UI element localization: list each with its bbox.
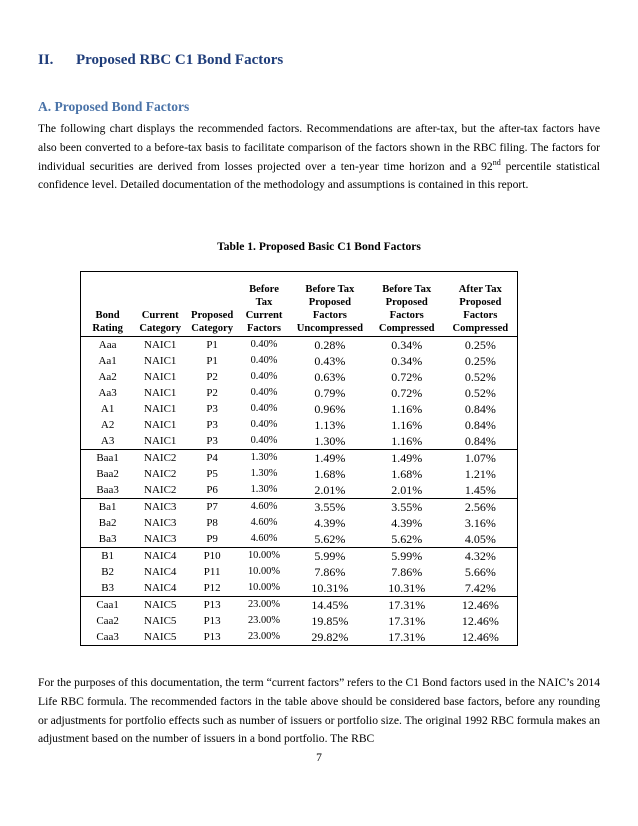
cell-bond-rating: B1 [81,548,135,565]
cell-bond-rating: Baa3 [96,484,119,496]
cell-before-tax-compressed: 3.55% [370,499,444,516]
cell-before-tax-uncompressed: 3.55% [290,499,370,516]
cell-before-tax-current: 23.00% [247,631,281,642]
cell-after-tax-compressed: 4.32% [444,548,518,565]
cell-before-tax-uncompressed: 5.62% [314,532,346,546]
cell-bond-rating: Aa1 [98,355,117,367]
cell-after-tax-compressed: 7.42% [464,581,496,595]
cell-before-tax-compressed: 1.16% [391,434,423,448]
cell-before-tax-compressed: 1.16% [391,402,423,416]
cell-before-tax-compressed: 7.86% [391,565,423,579]
subsection-heading: A. Proposed Bond Factors [38,99,190,114]
table-row [81,353,518,369]
cell-before-tax-current: 4.60% [238,499,290,516]
section-title: Proposed RBC C1 Bond Factors [76,52,284,68]
cell-proposed-category: P9 [206,533,218,545]
cell-before-tax-compressed: 1.68% [391,467,423,481]
table-row [81,613,518,629]
table-row [81,597,518,614]
header-line: Proposed [191,310,234,321]
cell-after-tax-compressed: 0.84% [464,434,496,448]
table-row [81,548,518,565]
table-row [81,499,518,516]
cell-current-category: NAIC1 [144,339,177,351]
cell-bond-rating: A2 [100,419,115,431]
cell-before-tax-current: 0.40% [250,339,278,350]
header-line: Factors [389,310,424,321]
cell-proposed-category: P7 [186,499,238,516]
cell-before-tax-compressed: 0.72% [391,386,423,400]
cell-proposed-category: P4 [186,450,238,467]
table-header-row [81,272,518,337]
header-line: Bond [95,310,120,321]
cell-current-category: NAIC1 [144,355,177,367]
table-row [81,580,518,597]
header-before-tax-uncompressed [290,272,370,337]
header-line: Current [245,310,283,321]
header-line: Compressed [452,323,509,334]
cell-proposed-category: P2 [206,371,218,383]
header-line: After Tax [458,284,502,295]
cell-before-tax-current: 4.60% [250,517,278,528]
cell-before-tax-current: 0.40% [250,435,278,446]
header-line: Uncompressed [296,323,364,334]
cell-current-category: NAIC4 [134,548,186,565]
closing-paragraph: For the purposes of this documentation, the term “current factors” refers to the C1 Bond factors used in the NAIC’s 2014 Life RBC formula. The recommended factors in the table above should be considered base factors, before any rounding or adjustments for portfolio effects such as number of issuers or portfolio size. The original 1992 RBC formula makes an adjustment based on the number of issuers in a bond portfolio. The RBC [38,676,600,746]
cell-before-tax-compressed: 17.31% [388,614,426,628]
cell-bond-rating: A3 [100,435,115,447]
header-line: Proposed [385,297,428,308]
cell-bond-rating: Caa3 [96,631,119,643]
intro-text-a: The following chart displays the recommended factors. Recommendations are after-tax, but the after-tax factors have also been converted to a before-tax basis to facilitate comparison of the factors shown in the RBC filing. The factors for individual securities are derived from losses projected over a ten-year time horizon and a 92 [38,122,600,173]
page-number: 7 [316,751,322,764]
header-line: Proposed [459,297,502,308]
header-line: Factors [463,310,498,321]
cell-bond-rating: Baa2 [96,468,119,480]
cell-current-category: NAIC2 [144,484,177,496]
cell-current-category: NAIC2 [134,450,186,467]
cell-before-tax-compressed: 1.49% [370,450,444,467]
cell-current-category: NAIC2 [144,468,177,480]
cell-before-tax-uncompressed: 1.13% [314,418,346,432]
cell-before-tax-uncompressed: 2.01% [314,483,346,497]
header-line: Rating [92,323,123,334]
table-row [81,482,518,499]
cell-before-tax-uncompressed: 29.82% [311,630,349,644]
cell-before-tax-current: 0.40% [250,419,278,430]
cell-bond-rating: Ba3 [98,533,117,545]
cell-before-tax-compressed: 1.16% [391,418,423,432]
cell-bond-rating: Ba2 [98,517,117,529]
header-line: Compressed [378,323,435,334]
cell-before-tax-compressed: 5.99% [370,548,444,565]
table-row [81,401,518,417]
cell-before-tax-uncompressed: 0.28% [314,338,346,352]
cell-current-category: NAIC1 [144,403,177,415]
cell-before-tax-current: 10.00% [247,582,281,593]
cell-before-tax-uncompressed: 0.63% [314,370,346,384]
cell-current-category: NAIC5 [144,631,177,643]
cell-before-tax-current: 23.00% [247,615,281,626]
cell-before-tax-current: 0.40% [250,371,278,382]
cell-current-category: NAIC1 [144,435,177,447]
cell-after-tax-compressed: 2.56% [444,499,518,516]
cell-current-category: NAIC1 [144,387,177,399]
cell-before-tax-current: 10.00% [238,548,290,565]
section-heading [38,52,283,69]
table-row [81,629,518,646]
cell-after-tax-compressed: 3.16% [464,516,496,530]
cell-current-category: NAIC5 [134,597,186,614]
cell-before-tax-current: 23.00% [238,597,290,614]
table-row [81,450,518,467]
cell-proposed-category: P2 [206,387,218,399]
header-before-tax-current [238,272,290,337]
cell-before-tax-uncompressed: 14.45% [290,597,370,614]
bond-factors-table [80,271,518,646]
cell-after-tax-compressed: 0.25% [464,338,496,352]
cell-proposed-category: P8 [206,517,218,529]
table-body [81,337,518,646]
table-row [81,515,518,531]
cell-current-category: NAIC3 [144,517,177,529]
cell-proposed-category: P1 [206,355,218,367]
cell-before-tax-compressed: 0.34% [391,338,423,352]
cell-after-tax-compressed: 4.05% [464,532,496,546]
cell-before-tax-current: 10.00% [247,566,281,577]
intro-text-b: percentile statistical confidence level. Detailed documentation of the methodology and assumptions is contained in this report. [38,159,600,192]
header-line: Category [139,323,182,334]
table-row [81,369,518,385]
cell-after-tax-compressed: 1.21% [464,467,496,481]
cell-current-category: NAIC4 [144,566,177,578]
cell-before-tax-compressed: 0.72% [391,370,423,384]
header-line: Before Tax [305,284,355,295]
cell-before-tax-uncompressed: 0.43% [314,354,346,368]
cell-bond-rating: Aa2 [98,371,117,383]
cell-current-category: NAIC3 [144,533,177,545]
header-current-category [134,272,186,337]
header-line: Category [191,323,234,334]
cell-before-tax-uncompressed: 0.79% [314,386,346,400]
table-row [81,433,518,450]
cell-before-tax-current: 0.40% [250,355,278,366]
cell-proposed-category: P3 [206,419,218,431]
cell-before-tax-uncompressed: 7.86% [314,565,346,579]
cell-proposed-category: P6 [206,484,218,496]
cell-after-tax-compressed: 0.52% [464,386,496,400]
cell-before-tax-uncompressed: 1.30% [314,434,346,448]
cell-proposed-category: P10 [186,548,238,565]
cell-after-tax-compressed: 0.52% [464,370,496,384]
cell-after-tax-compressed: 5.66% [464,565,496,579]
cell-before-tax-current: 4.60% [250,533,278,544]
header-line: Tax [255,297,273,308]
cell-before-tax-compressed: 17.31% [370,597,444,614]
table-row [81,417,518,433]
cell-before-tax-compressed: 17.31% [388,630,426,644]
cell-bond-rating: Aa3 [98,387,117,399]
cell-before-tax-compressed: 2.01% [391,483,423,497]
cell-proposed-category: P13 [186,597,238,614]
cell-after-tax-compressed: 12.46% [444,597,518,614]
cell-bond-rating: Caa1 [81,597,135,614]
header-before-tax-compressed [370,272,444,337]
header-line: Before Tax [382,284,432,295]
cell-before-tax-current: 0.40% [250,387,278,398]
cell-before-tax-compressed: 0.34% [391,354,423,368]
table-row [81,385,518,401]
intro-paragraph [38,120,600,195]
cell-before-tax-compressed: 4.39% [391,516,423,530]
table-caption: Table 1. Proposed Basic C1 Bond Factors [217,240,421,253]
cell-before-tax-current: 1.30% [250,468,278,479]
cell-bond-rating: B2 [101,566,115,578]
cell-bond-rating: Aaa [98,339,117,351]
cell-current-category: NAIC4 [144,582,177,594]
cell-after-tax-compressed: 12.46% [461,630,499,644]
cell-current-category: NAIC5 [144,615,177,627]
header-line: Factors [246,323,282,334]
table-row [81,564,518,580]
cell-proposed-category: P11 [203,566,221,578]
header-after-tax-compressed [444,272,518,337]
cell-before-tax-uncompressed: 10.31% [311,581,349,595]
cell-before-tax-current: 1.30% [250,484,278,495]
table-row [81,337,518,354]
cell-bond-rating: Ba1 [81,499,135,516]
cell-before-tax-uncompressed: 1.49% [290,450,370,467]
header-line: Before [249,284,279,295]
cell-after-tax-compressed: 0.84% [464,402,496,416]
cell-bond-rating: Caa2 [96,615,119,627]
cell-proposed-category: P5 [206,468,218,480]
header-line: Current [141,310,179,321]
table-row [81,466,518,482]
cell-bond-rating: B3 [101,582,115,594]
section-number: II. [38,52,54,68]
cell-before-tax-uncompressed: 19.85% [311,614,349,628]
header-bond-rating [81,272,135,337]
cell-before-tax-uncompressed: 0.96% [314,402,346,416]
header-proposed-category [186,272,238,337]
cell-current-category: NAIC1 [144,419,177,431]
cell-proposed-category: P3 [206,435,218,447]
cell-bond-rating: A1 [100,403,115,415]
header-line: Factors [312,310,347,321]
cell-bond-rating: Baa1 [81,450,135,467]
cell-after-tax-compressed: 12.46% [461,614,499,628]
cell-before-tax-uncompressed: 5.99% [290,548,370,565]
cell-before-tax-compressed: 5.62% [391,532,423,546]
cell-proposed-category: P1 [206,339,218,351]
cell-current-category: NAIC3 [134,499,186,516]
cell-before-tax-current: 1.30% [238,450,290,467]
cell-before-tax-current: 0.40% [250,403,278,414]
cell-before-tax-uncompressed: 4.39% [314,516,346,530]
cell-current-category: NAIC1 [144,371,177,383]
cell-before-tax-uncompressed: 1.68% [314,467,346,481]
cell-proposed-category: P13 [203,615,221,627]
cell-after-tax-compressed: 1.07% [444,450,518,467]
cell-proposed-category: P13 [203,631,221,643]
header-line: Proposed [308,297,351,308]
table-row [81,531,518,548]
cell-proposed-category: P3 [206,403,218,415]
intro-superscript: nd [492,157,501,167]
cell-after-tax-compressed: 0.25% [464,354,496,368]
cell-after-tax-compressed: 1.45% [464,483,496,497]
cell-proposed-category: P12 [203,582,221,594]
cell-after-tax-compressed: 0.84% [464,418,496,432]
cell-before-tax-compressed: 10.31% [388,581,426,595]
